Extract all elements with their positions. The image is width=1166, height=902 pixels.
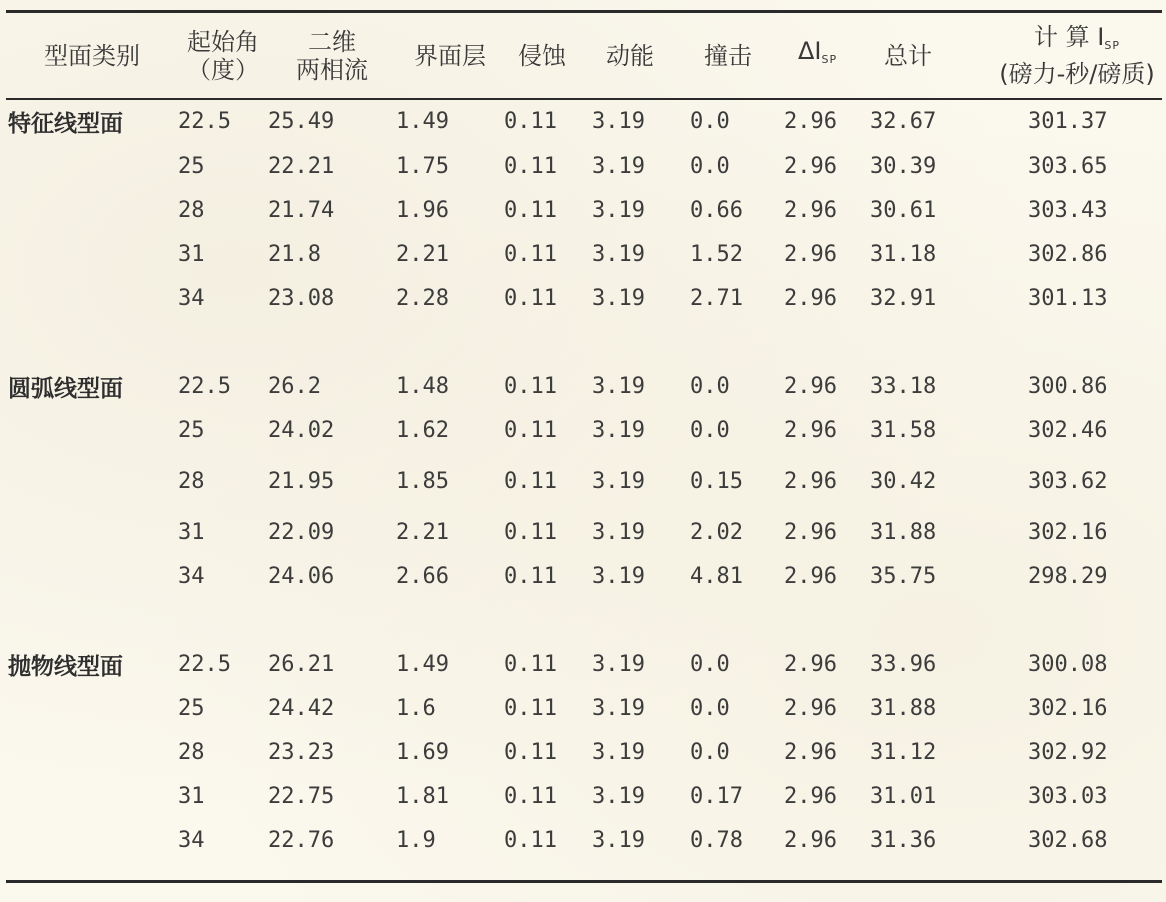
cell-start-angle: 31 — [178, 519, 205, 545]
cell-delta-isp: 2.96 — [784, 563, 837, 589]
cell-start-angle: 25 — [178, 695, 205, 721]
group-name: 圆弧线型面 — [8, 375, 123, 402]
cell-boundary-layer: 1.81 — [396, 783, 449, 809]
cell-start-angle: 34 — [178, 827, 205, 853]
cell-total: 31.88 — [870, 519, 937, 545]
cell-impact: 4.81 — [690, 563, 743, 589]
header-boundary-layer: 界面层 — [414, 41, 486, 70]
table-body — [6, 98, 1162, 862]
table-row — [6, 408, 1162, 452]
cell-start-angle: 34 — [178, 563, 205, 589]
cell-start-angle: 28 — [178, 197, 205, 223]
header-total: 总计 — [884, 41, 932, 70]
cell-calc-isp: 298.29 — [1028, 563, 1108, 589]
cell-total: 35.75 — [870, 563, 937, 589]
cell-delta-isp: 2.96 — [784, 197, 837, 223]
cell-two-d: 22.75 — [268, 783, 335, 809]
cell-kinetic: 3.19 — [592, 468, 645, 494]
cell-erosion: 0.11 — [504, 417, 557, 443]
table-row — [6, 276, 1162, 320]
cell-boundary-layer: 1.69 — [396, 739, 449, 765]
cell-kinetic: 3.19 — [592, 695, 645, 721]
cell-boundary-layer: 2.21 — [396, 519, 449, 545]
cell-boundary-layer: 1.9 — [396, 827, 436, 853]
cell-delta-isp: 2.96 — [784, 373, 837, 399]
cell-impact: 0.78 — [690, 827, 743, 853]
cell-calc-isp: 302.86 — [1028, 241, 1108, 267]
table-row — [6, 730, 1162, 774]
cell-boundary-layer: 1.75 — [396, 153, 449, 179]
cell-impact: 2.02 — [690, 519, 743, 545]
cell-kinetic: 3.19 — [592, 651, 645, 677]
cell-boundary-layer: 1.85 — [396, 468, 449, 494]
cell-erosion: 0.11 — [504, 153, 557, 179]
cell-total: 30.39 — [870, 153, 937, 179]
cell-start-angle: 22.5 — [178, 651, 231, 677]
cell-boundary-layer: 1.62 — [396, 417, 449, 443]
header-erosion: 侵蚀 — [518, 41, 566, 70]
table-bottom-rule — [6, 880, 1162, 883]
cell-kinetic: 3.19 — [592, 153, 645, 179]
table-row — [6, 642, 1162, 686]
group-name: 抛物线型面 — [8, 653, 123, 680]
cell-total: 30.42 — [870, 468, 937, 494]
cell-kinetic: 3.19 — [592, 241, 645, 267]
cell-boundary-layer: 1.49 — [396, 651, 449, 677]
cell-start-angle: 22.5 — [178, 108, 231, 134]
cell-total: 31.58 — [870, 417, 937, 443]
cell-total: 33.18 — [870, 373, 937, 399]
cell-delta-isp: 2.96 — [784, 827, 837, 853]
cell-two-d: 24.42 — [268, 695, 335, 721]
cell-delta-isp: 2.96 — [784, 468, 837, 494]
cell-calc-isp: 300.08 — [1028, 651, 1108, 677]
cell-total: 33.96 — [870, 651, 937, 677]
group-spacer — [6, 320, 1162, 364]
cell-erosion: 0.11 — [504, 108, 557, 134]
specific-impulse-loss-table — [6, 13, 1162, 862]
table-row — [6, 232, 1162, 276]
cell-total: 32.67 — [870, 108, 937, 134]
cell-calc-isp: 301.13 — [1028, 285, 1108, 311]
cell-impact: 2.71 — [690, 285, 743, 311]
cell-boundary-layer: 2.66 — [396, 563, 449, 589]
cell-impact: 0.0 — [690, 373, 730, 399]
cell-start-angle: 31 — [178, 241, 205, 267]
header-kinetic: 动能 — [606, 41, 654, 70]
cell-start-angle: 31 — [178, 783, 205, 809]
cell-delta-isp: 2.96 — [784, 695, 837, 721]
cell-impact: 0.17 — [690, 783, 743, 809]
header-two-d-flow: 二维 两相流 — [296, 27, 368, 84]
cell-erosion: 0.11 — [504, 241, 557, 267]
cell-delta-isp: 2.96 — [784, 108, 837, 134]
cell-start-angle: 28 — [178, 739, 205, 765]
cell-calc-isp: 303.62 — [1028, 468, 1108, 494]
cell-kinetic: 3.19 — [592, 285, 645, 311]
table-row — [6, 818, 1162, 862]
cell-calc-isp: 302.68 — [1028, 827, 1108, 853]
cell-erosion: 0.11 — [504, 373, 557, 399]
group-spacer — [6, 598, 1162, 642]
cell-boundary-layer: 1.49 — [396, 108, 449, 134]
table-row — [6, 188, 1162, 232]
cell-delta-isp: 2.96 — [784, 783, 837, 809]
cell-boundary-layer: 2.21 — [396, 241, 449, 267]
cell-delta-isp: 2.96 — [784, 285, 837, 311]
table-row — [6, 686, 1162, 730]
cell-kinetic: 3.19 — [592, 563, 645, 589]
cell-two-d: 22.21 — [268, 153, 335, 179]
cell-delta-isp: 2.96 — [784, 417, 837, 443]
cell-erosion: 0.11 — [504, 197, 557, 223]
cell-total: 31.36 — [870, 827, 937, 853]
cell-boundary-layer: 1.48 — [396, 373, 449, 399]
cell-total: 30.61 — [870, 197, 937, 223]
cell-calc-isp: 300.86 — [1028, 373, 1108, 399]
cell-impact: 0.66 — [690, 197, 743, 223]
cell-two-d: 22.76 — [268, 827, 335, 853]
cell-two-d: 26.2 — [268, 373, 321, 399]
header-delta-isp: $\Delta I_{SP}$ — [798, 37, 838, 66]
cell-two-d: 23.08 — [268, 285, 335, 311]
cell-start-angle: 34 — [178, 285, 205, 311]
table-row — [6, 774, 1162, 818]
cell-calc-isp: 303.65 — [1028, 153, 1108, 179]
cell-calc-isp: 302.92 — [1028, 739, 1108, 765]
cell-delta-isp: 2.96 — [784, 739, 837, 765]
cell-impact: 0.15 — [690, 468, 743, 494]
table-row — [6, 510, 1162, 554]
cell-boundary-layer: 1.6 — [396, 695, 436, 721]
header-row — [6, 13, 1162, 98]
cell-erosion: 0.11 — [504, 651, 557, 677]
cell-total: 32.91 — [870, 285, 937, 311]
header-start-angle: 起始角 （度） — [187, 27, 259, 84]
table-row — [6, 98, 1162, 144]
cell-erosion: 0.11 — [504, 519, 557, 545]
cell-erosion: 0.11 — [504, 468, 557, 494]
cell-kinetic: 3.19 — [592, 783, 645, 809]
cell-impact: 0.0 — [690, 417, 730, 443]
cell-total: 31.88 — [870, 695, 937, 721]
header-category: 型面类别 — [44, 41, 140, 70]
cell-boundary-layer: 2.28 — [396, 285, 449, 311]
cell-kinetic: 3.19 — [592, 197, 645, 223]
cell-delta-isp: 2.96 — [784, 153, 837, 179]
cell-two-d: 26.21 — [268, 651, 335, 677]
cell-calc-isp: 303.03 — [1028, 783, 1108, 809]
cell-impact: 1.52 — [690, 241, 743, 267]
cell-two-d: 24.02 — [268, 417, 335, 443]
cell-two-d: 21.8 — [268, 241, 321, 267]
cell-calc-isp: 302.16 — [1028, 519, 1108, 545]
cell-start-angle: 25 — [178, 153, 205, 179]
cell-delta-isp: 2.96 — [784, 241, 837, 267]
cell-impact: 0.0 — [690, 153, 730, 179]
cell-kinetic: 3.19 — [592, 108, 645, 134]
cell-boundary-layer: 1.96 — [396, 197, 449, 223]
cell-erosion: 0.11 — [504, 783, 557, 809]
cell-delta-isp: 2.96 — [784, 519, 837, 545]
cell-erosion: 0.11 — [504, 739, 557, 765]
cell-two-d: 24.06 — [268, 563, 335, 589]
table-row — [6, 452, 1162, 510]
cell-total: 31.12 — [870, 739, 937, 765]
header-calculated-isp: 计 算 $I_{SP}$ (磅力-秒/磅质) — [999, 23, 1155, 88]
cell-calc-isp: 302.16 — [1028, 695, 1108, 721]
header-impact: 撞击 — [704, 41, 752, 70]
cell-kinetic: 3.19 — [592, 417, 645, 443]
cell-erosion: 0.11 — [504, 695, 557, 721]
cell-calc-isp: 302.46 — [1028, 417, 1108, 443]
cell-start-angle: 22.5 — [178, 373, 231, 399]
cell-start-angle: 25 — [178, 417, 205, 443]
cell-start-angle: 28 — [178, 468, 205, 494]
cell-kinetic: 3.19 — [592, 519, 645, 545]
cell-calc-isp: 303.43 — [1028, 197, 1108, 223]
cell-total: 31.01 — [870, 783, 937, 809]
cell-impact: 0.0 — [690, 695, 730, 721]
cell-erosion: 0.11 — [504, 827, 557, 853]
table-row — [6, 554, 1162, 598]
cell-two-d: 21.95 — [268, 468, 335, 494]
group-name: 特征线型面 — [8, 110, 123, 137]
cell-erosion: 0.11 — [504, 563, 557, 589]
cell-impact: 0.0 — [690, 739, 730, 765]
cell-kinetic: 3.19 — [592, 739, 645, 765]
cell-two-d: 25.49 — [268, 108, 335, 134]
cell-delta-isp: 2.96 — [784, 651, 837, 677]
cell-total: 31.18 — [870, 241, 937, 267]
cell-impact: 0.0 — [690, 651, 730, 677]
cell-erosion: 0.11 — [504, 285, 557, 311]
cell-two-d: 21.74 — [268, 197, 335, 223]
cell-two-d: 23.23 — [268, 739, 335, 765]
cell-calc-isp: 301.37 — [1028, 108, 1108, 134]
table-row — [6, 364, 1162, 408]
table-row — [6, 144, 1162, 188]
cell-kinetic: 3.19 — [592, 373, 645, 399]
cell-two-d: 22.09 — [268, 519, 335, 545]
cell-kinetic: 3.19 — [592, 827, 645, 853]
cell-impact: 0.0 — [690, 108, 730, 134]
